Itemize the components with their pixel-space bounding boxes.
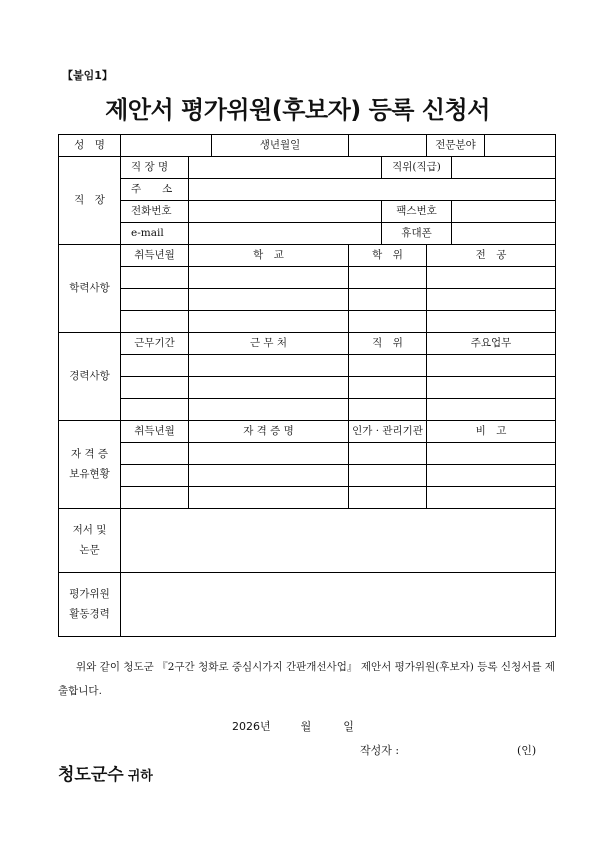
- career-header-duty: 주요업무: [427, 333, 556, 355]
- certificate-section-label: [59, 421, 121, 509]
- attachment-label: 【붙임1】: [62, 69, 113, 82]
- education-header-row: [59, 245, 556, 267]
- address-label: 주 소: [121, 179, 189, 201]
- workplace-address-row: [59, 179, 556, 201]
- evaluator-value-cell[interactable]: [121, 573, 556, 637]
- certificate-header-date: 취득년월: [121, 421, 189, 443]
- phone-label: 전화번호: [121, 201, 189, 223]
- career-section-label: 경력사항: [59, 333, 121, 421]
- company-value-cell[interactable]: [189, 157, 382, 179]
- registration-form-table: [58, 134, 556, 637]
- evaluator-label-line2: 활동경력: [69, 607, 110, 620]
- recipient: [58, 760, 153, 785]
- name-row: [59, 135, 556, 157]
- certificate-header-name: 자 격 증 명: [189, 421, 349, 443]
- address-value-cell[interactable]: [189, 179, 556, 201]
- publications-label: [59, 509, 121, 573]
- name-label: 성 명: [59, 135, 121, 157]
- workplace-company-row: [59, 157, 556, 179]
- career-header-workplace: 근 무 처: [189, 333, 349, 355]
- education-header-major: 전 공: [427, 245, 556, 267]
- company-label: 직 장 명: [121, 157, 189, 179]
- mobile-label: 휴대폰: [382, 223, 452, 245]
- career-row: [59, 399, 556, 421]
- education-row: [59, 289, 556, 311]
- email-value-cell[interactable]: [189, 223, 382, 245]
- evaluator-label-line1: 평가위원: [69, 587, 110, 600]
- date-line: [232, 718, 354, 734]
- author-label: 작성자 :: [360, 744, 400, 757]
- birth-label: 생년월일: [212, 135, 349, 157]
- career-header-position: 직 위: [349, 333, 427, 355]
- position-value-cell[interactable]: [452, 157, 556, 179]
- seal-label: (인): [517, 744, 537, 757]
- workplace-email-row: [59, 223, 556, 245]
- fax-label: 팩스번호: [382, 201, 452, 223]
- workplace-phone-row: [59, 201, 556, 223]
- publications-value-cell[interactable]: [121, 509, 556, 573]
- page-title: 제안서 평가위원(후보자) 등록 신청서: [105, 96, 490, 124]
- education-header-date: 취득년월: [121, 245, 189, 267]
- certificate-row: [59, 465, 556, 487]
- mobile-value-cell[interactable]: [452, 223, 556, 245]
- date-day: 일: [343, 720, 354, 733]
- education-header-school: 학 교: [189, 245, 349, 267]
- name-value-cell[interactable]: [121, 135, 212, 157]
- certificate-header-note: 비 고: [427, 421, 556, 443]
- certificate-label-line2: 보유현황: [69, 467, 110, 480]
- publications-label-line2: 논문: [79, 543, 100, 556]
- career-row: [59, 355, 556, 377]
- field-label: 전문분야: [427, 135, 485, 157]
- certificate-header-authority: 인가 · 관리기관: [349, 421, 427, 443]
- evaluator-row: [59, 573, 556, 637]
- field-value-cell[interactable]: [485, 135, 556, 157]
- evaluator-label: [59, 573, 121, 637]
- position-label: 직위(직급): [382, 157, 452, 179]
- publications-row: [59, 509, 556, 573]
- date-month: 월: [300, 720, 312, 733]
- certificate-label-line1: 자 격 증: [70, 447, 109, 460]
- birth-value-cell[interactable]: [349, 135, 427, 157]
- phone-value-cell[interactable]: [189, 201, 382, 223]
- recipient-suffix: 귀하: [127, 769, 153, 784]
- career-row: [59, 377, 556, 399]
- date-year: 2026년: [232, 720, 271, 733]
- workplace-section-label: 직 장: [59, 157, 121, 245]
- certificate-header-row: [59, 421, 556, 443]
- education-row: [59, 311, 556, 333]
- recipient-name: 청도군수: [58, 765, 124, 785]
- certificate-row: [59, 487, 556, 509]
- career-header-row: [59, 333, 556, 355]
- certificate-row: [59, 443, 556, 465]
- education-row: [59, 267, 556, 289]
- fax-value-cell[interactable]: [452, 201, 556, 223]
- declaration-text: 위와 같이 청도군 『2구간 청화로 중심시가지 간판개선사업』 제안서 평가위원(후보자) 등록 신청서를 제출합니다.: [58, 661, 555, 697]
- education-section-label: 학력사항: [59, 245, 121, 333]
- career-header-period: 근무기간: [121, 333, 189, 355]
- email-label: e-mail: [121, 223, 189, 245]
- publications-label-line1: 저서 및: [72, 523, 107, 536]
- education-header-degree: 학 위: [349, 245, 427, 267]
